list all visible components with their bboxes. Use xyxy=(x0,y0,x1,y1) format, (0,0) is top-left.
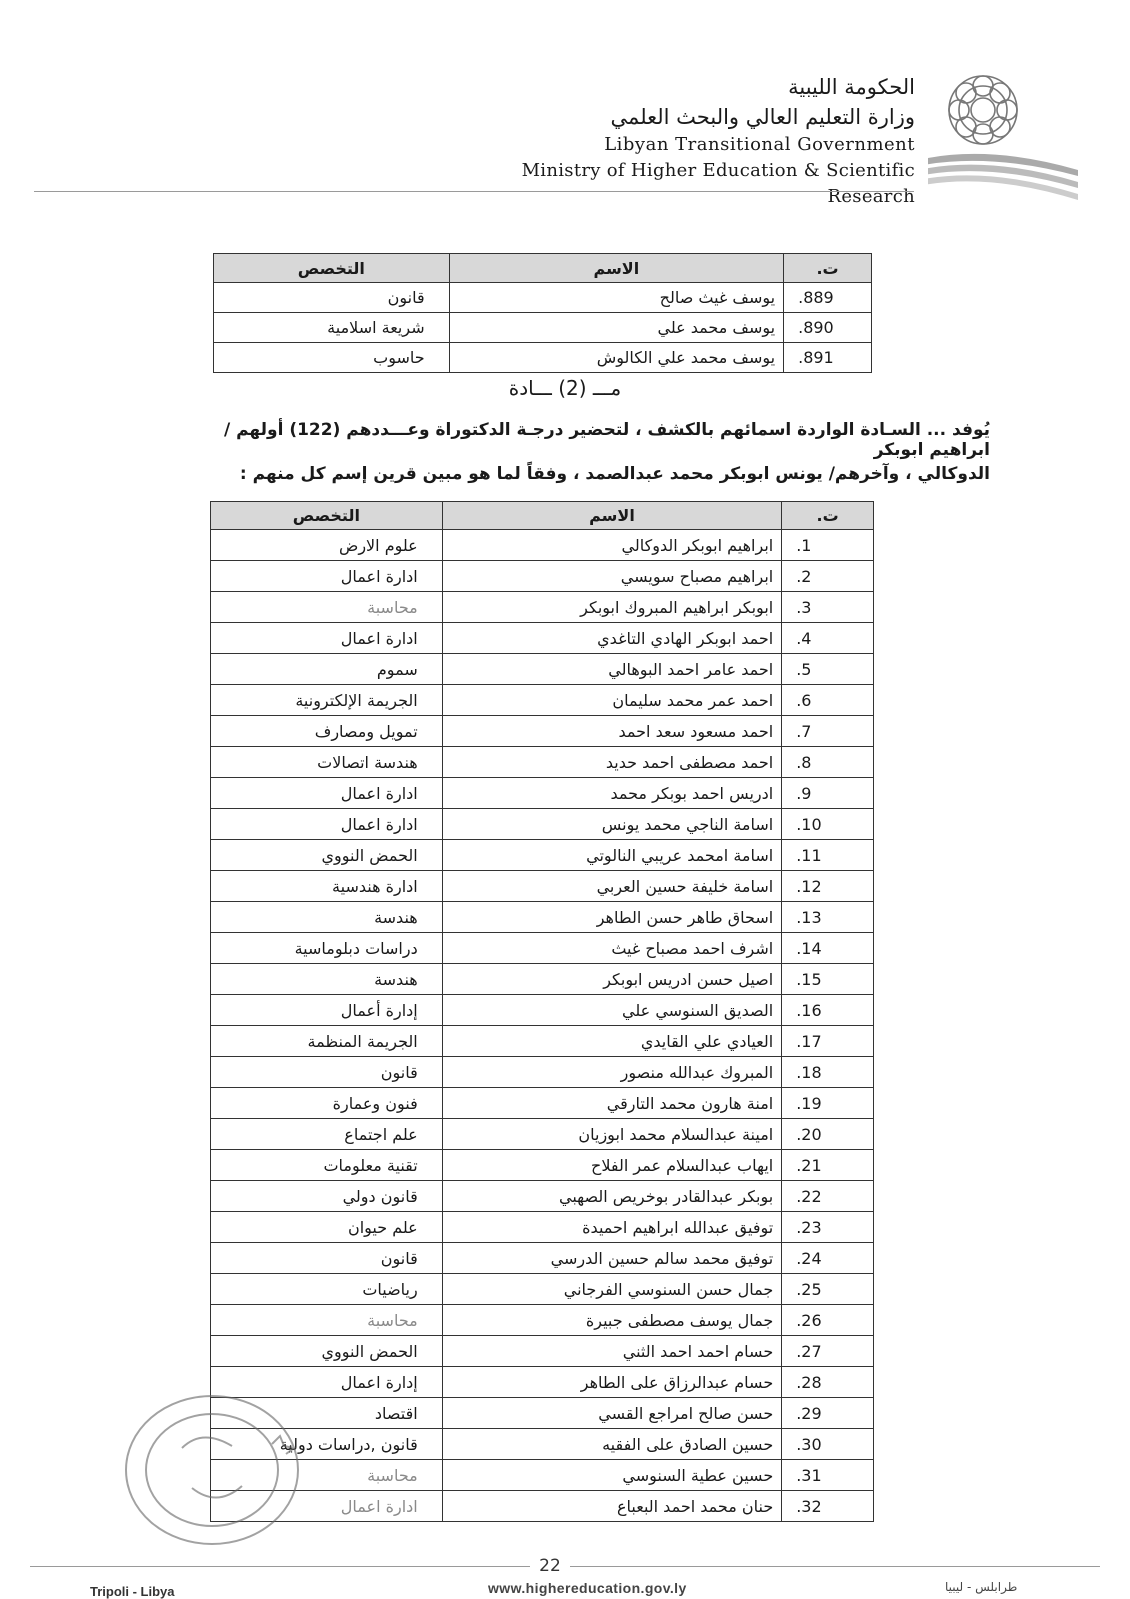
row-name: ايهاب عبدالسلام عمر الفلاح xyxy=(442,1150,782,1181)
row-number: .4 xyxy=(782,623,874,654)
row-name: ابوبكر ابراهيم المبروك ابوبكر xyxy=(442,592,782,623)
row-number: .29 xyxy=(782,1398,874,1429)
row-number: .11 xyxy=(782,840,874,871)
table-row xyxy=(211,1274,874,1305)
row-specialty: الجريمة المنظمة xyxy=(211,1026,443,1057)
continuation-table xyxy=(213,253,872,373)
table-row xyxy=(211,747,874,778)
ministry-name-ar: وزارة التعليم العالي والبحث العلمي xyxy=(610,105,915,129)
row-name: اسامة الناجي محمد يونس xyxy=(442,809,782,840)
row-name: امنة هارون محمد التارقي xyxy=(442,1088,782,1119)
table-row xyxy=(211,530,874,561)
row-number: .26 xyxy=(782,1305,874,1336)
table-row xyxy=(211,995,874,1026)
row-name: توفيق محمد سالم حسين الدرسي xyxy=(442,1243,782,1274)
row-number: .23 xyxy=(782,1212,874,1243)
row-number: .21 xyxy=(782,1150,874,1181)
table-row xyxy=(211,716,874,747)
table-row xyxy=(211,778,874,809)
row-specialty: قانون ,دراسات دولية xyxy=(211,1429,443,1460)
row-specialty: حاسوب xyxy=(214,343,450,373)
government-name-en: Libyan Transitional Government xyxy=(604,134,915,155)
row-specialty: ادارة اعمال xyxy=(211,623,443,654)
row-number: .18 xyxy=(782,1057,874,1088)
row-specialty: هندسة xyxy=(211,902,443,933)
table-row xyxy=(211,1088,874,1119)
row-specialty: قانون xyxy=(214,283,450,313)
row-number: .28 xyxy=(782,1367,874,1398)
row-specialty: ادارة اعمال xyxy=(211,809,443,840)
row-specialty: ادارة هندسية xyxy=(211,871,443,902)
table-row xyxy=(211,1305,874,1336)
table-header-row xyxy=(211,502,874,530)
row-name: امينة عبدالسلام محمد ابوزيان xyxy=(442,1119,782,1150)
table-row xyxy=(211,871,874,902)
table-row xyxy=(211,933,874,964)
table-row xyxy=(211,1336,874,1367)
row-specialty: شريعة اسلامية xyxy=(214,313,450,343)
row-specialty: إدارة اعمال xyxy=(211,1367,443,1398)
letterhead xyxy=(440,72,915,210)
header-num: ت. xyxy=(782,502,874,530)
row-number: .32 xyxy=(782,1491,874,1522)
row-specialty: الحمض النووي xyxy=(211,1336,443,1367)
table-row xyxy=(211,1057,874,1088)
ministry-name-en: Ministry of Higher Education & Scientific Research xyxy=(521,160,915,207)
row-name: حسن صالح امراجع القسي xyxy=(442,1398,782,1429)
row-name: جمال يوسف مصطفى جبيرة xyxy=(442,1305,782,1336)
row-name: ابراهيم ابوبكر الدوكالي xyxy=(442,530,782,561)
row-specialty: الجريمة الإلكترونية xyxy=(211,685,443,716)
row-number: .14 xyxy=(782,933,874,964)
row-name: يوسف محمد علي الكالوش xyxy=(449,343,783,373)
table-row xyxy=(211,561,874,592)
row-name: حسين عطية السنوسي xyxy=(442,1460,782,1491)
row-name: اسحاق طاهر حسن الطاهر xyxy=(442,902,782,933)
row-name: ادريس احمد بوبكر محمد xyxy=(442,778,782,809)
row-specialty: هندسة اتصالات xyxy=(211,747,443,778)
footer-location-ar: طرابلس - ليبيا xyxy=(945,1580,1018,1594)
row-number: .7 xyxy=(782,716,874,747)
row-number: .13 xyxy=(782,902,874,933)
row-specialty: محاسبة xyxy=(211,1460,443,1491)
table-row xyxy=(211,592,874,623)
table-row xyxy=(211,840,874,871)
table-row xyxy=(211,964,874,995)
row-name: العيادي علي القايدي xyxy=(442,1026,782,1057)
row-name: حسام احمد احمد الثني xyxy=(442,1336,782,1367)
table-row xyxy=(211,623,874,654)
row-name: اسامة امحمد عريبي النالوتي xyxy=(442,840,782,871)
row-specialty: إدارة أعمال xyxy=(211,995,443,1026)
header-num: ت. xyxy=(784,254,872,283)
table-row xyxy=(214,343,872,373)
row-number: .9 xyxy=(782,778,874,809)
row-number: .10 xyxy=(782,809,874,840)
row-specialty: سموم xyxy=(211,654,443,685)
official-stamp-icon xyxy=(122,1388,342,1548)
row-specialty: قانون xyxy=(211,1243,443,1274)
row-specialty: ادارة اعمال xyxy=(211,1491,443,1522)
row-name: احمد ابوبكر الهادي التاغدي xyxy=(442,623,782,654)
table-header-row xyxy=(214,254,872,283)
row-number: .12 xyxy=(782,871,874,902)
row-number: .8 xyxy=(782,747,874,778)
table-row xyxy=(211,1243,874,1274)
row-name: حنان محمد احمد البعباع xyxy=(442,1491,782,1522)
header-divider xyxy=(34,191,914,192)
government-name-ar: الحكومة الليبية xyxy=(788,75,915,99)
row-number: .30 xyxy=(782,1429,874,1460)
header-name: الاسم xyxy=(442,502,782,530)
row-name: يوسف غيث صالح xyxy=(449,283,783,313)
row-specialty: ادارة اعمال xyxy=(211,778,443,809)
table-row xyxy=(211,1026,874,1057)
row-name: احمد عمر محمد سليمان xyxy=(442,685,782,716)
row-name: احمد مصطفى احمد حديد xyxy=(442,747,782,778)
row-number: .31 xyxy=(782,1460,874,1491)
row-specialty: تمويل ومصارف xyxy=(211,716,443,747)
row-specialty: قانون دولي xyxy=(211,1181,443,1212)
row-number: .17 xyxy=(782,1026,874,1057)
row-number: .19 xyxy=(782,1088,874,1119)
table-row xyxy=(211,1181,874,1212)
decision-paragraph-line-1: يُوفد ... السـادة الواردة اسمائهم بالكشف ، لتحضير درجـة الدكتوراة وعـــددهم (122) أولهم / ابراهيم ابوبكر xyxy=(223,420,990,460)
page-number: 22 xyxy=(530,1556,570,1576)
row-name: توفيق عبدالله ابراهيم احميدة xyxy=(442,1212,782,1243)
row-specialty: محاسبة xyxy=(211,592,443,623)
row-number: .20 xyxy=(782,1119,874,1150)
row-name: اصيل حسن ادريس ابوبكر xyxy=(442,964,782,995)
row-specialty: ادارة اعمال xyxy=(211,561,443,592)
row-specialty: فنون وعمارة xyxy=(211,1088,443,1119)
table-row xyxy=(211,1119,874,1150)
header-name: الاسم xyxy=(449,254,783,283)
table-row xyxy=(214,283,872,313)
row-specialty: علم اجتماع xyxy=(211,1119,443,1150)
row-number: .16 xyxy=(782,995,874,1026)
row-number: .891 xyxy=(784,343,872,373)
row-number: .6 xyxy=(782,685,874,716)
row-name: حسين الصادق على الفقيه xyxy=(442,1429,782,1460)
row-number: .5 xyxy=(782,654,874,685)
ministry-logo-icon xyxy=(928,60,1088,220)
row-number: .24 xyxy=(782,1243,874,1274)
header-specialty: التخصص xyxy=(214,254,450,283)
article-heading: مـــ (2) ـــادة xyxy=(508,376,622,400)
row-number: .25 xyxy=(782,1274,874,1305)
row-name: الصديق السنوسي علي xyxy=(442,995,782,1026)
row-specialty: هندسة xyxy=(211,964,443,995)
table-row xyxy=(211,685,874,716)
row-name: المبروك عبدالله منصور xyxy=(442,1057,782,1088)
row-specialty: قانون xyxy=(211,1057,443,1088)
row-specialty: علم حيوان xyxy=(211,1212,443,1243)
table-row xyxy=(211,809,874,840)
row-name: احمد عامر احمد البوهالي xyxy=(442,654,782,685)
row-number: .15 xyxy=(782,964,874,995)
row-name: حسام عبدالرزاق على الطاهر xyxy=(442,1367,782,1398)
decision-paragraph-line-2: الدوكالي ، وآخرهم/ يونس ابوبكر محمد عبدالصمد ، وفقاً لما هو مبين قرين إسم كل منهم : xyxy=(239,464,990,484)
row-name: احمد مسعود سعد احمد xyxy=(442,716,782,747)
row-specialty: اقتصاد xyxy=(211,1398,443,1429)
row-number: .3 xyxy=(782,592,874,623)
footer-website: www.highereducation.gov.ly xyxy=(488,1580,687,1596)
row-specialty: محاسبة xyxy=(211,1305,443,1336)
table-row xyxy=(214,313,872,343)
row-number: .890 xyxy=(784,313,872,343)
row-specialty: تقنية معلومات xyxy=(211,1150,443,1181)
row-name: جمال حسن السنوسي الفرجاني xyxy=(442,1274,782,1305)
row-specialty: الحمض النووي xyxy=(211,840,443,871)
row-name: اسامة خليفة حسين العربي xyxy=(442,871,782,902)
row-name: اشرف احمد مصباح غيث xyxy=(442,933,782,964)
row-specialty: دراسات دبلوماسية xyxy=(211,933,443,964)
row-number: .22 xyxy=(782,1181,874,1212)
table-row xyxy=(211,1212,874,1243)
row-specialty: علوم الارض xyxy=(211,530,443,561)
row-number: .1 xyxy=(782,530,874,561)
row-name: ابراهيم مصباح سويسي xyxy=(442,561,782,592)
row-number: .27 xyxy=(782,1336,874,1367)
footer-location-en: Tripoli - Libya xyxy=(90,1584,175,1599)
table-row xyxy=(211,1150,874,1181)
table-row xyxy=(211,654,874,685)
scholars-table xyxy=(210,501,874,1522)
row-number: .889 xyxy=(784,283,872,313)
row-name: يوسف محمد علي xyxy=(449,313,783,343)
row-number: .2 xyxy=(782,561,874,592)
row-name: بوبكر عبدالقادر بوخريص الصهبي xyxy=(442,1181,782,1212)
row-specialty: رياضيات xyxy=(211,1274,443,1305)
table-row xyxy=(211,902,874,933)
header-specialty: التخصص xyxy=(211,502,443,530)
